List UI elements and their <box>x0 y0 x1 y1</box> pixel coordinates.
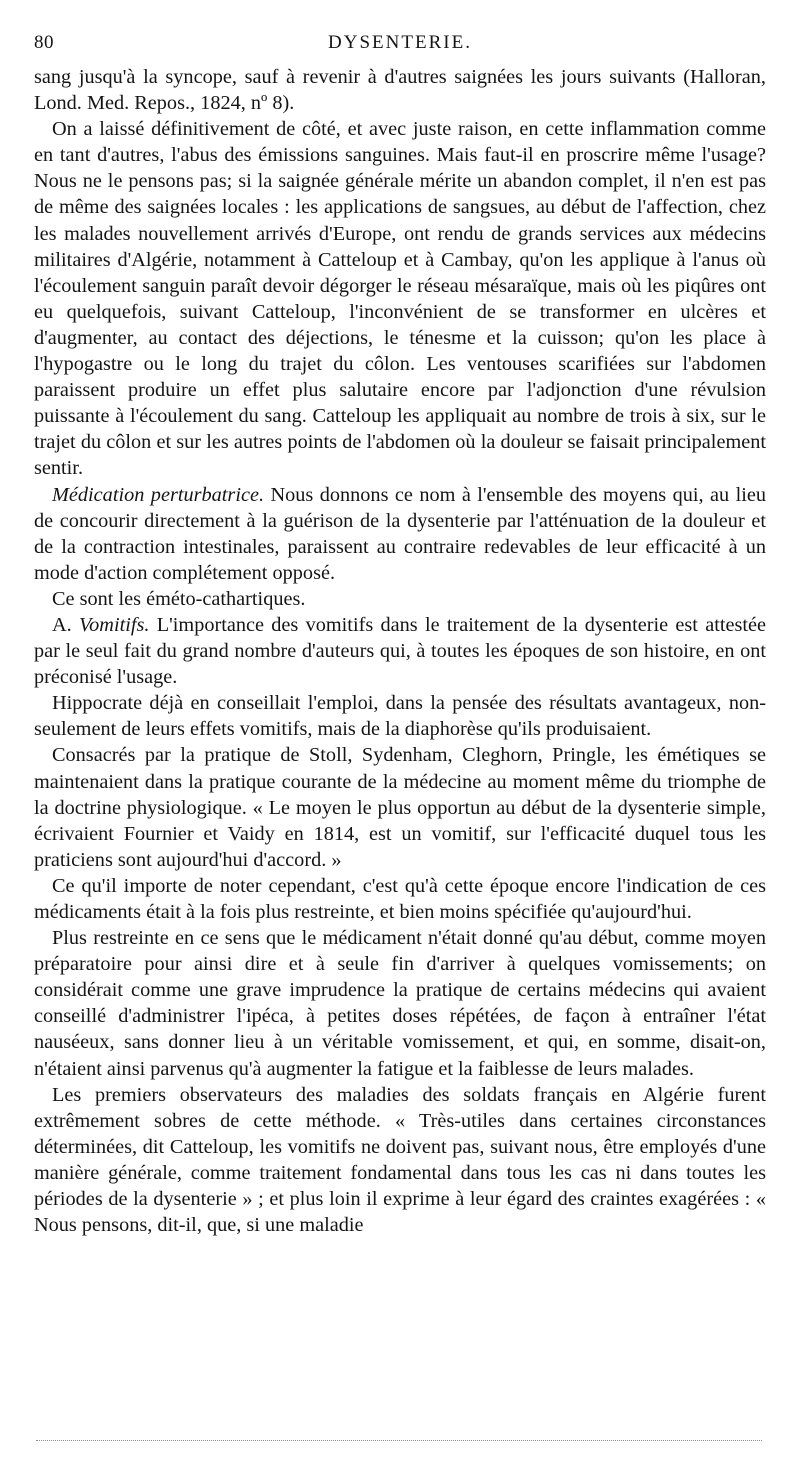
paragraph <box>34 1082 766 1239</box>
running-title: DYSENTERIE. <box>328 32 472 53</box>
paragraph-text: L'importance des vomitifs dans le traitement de la dysenterie est attestée par le seul fait du grand nombre d'auteurs qui, à toutes les époques de son histoire, en ont préconisé l'usage. <box>34 613 766 689</box>
paragraph <box>34 586 766 612</box>
page-header <box>34 28 766 64</box>
paragraph-text: Ce sont les éméto-cathartiques. <box>52 587 306 610</box>
paragraph-text: sang jusqu'à la syncope, sauf à revenir à d'autres saignées les jours suivants (Halloran, Lond. Med. Repos., 1824, nº 8). <box>34 66 766 115</box>
paragraph <box>34 482 766 586</box>
paragraph <box>34 116 766 481</box>
paragraph-text: Consacrés par la pratique de Stoll, Sydenham, Cleghorn, Pringle, les émétiques se maintenaient dans la pratique courante de la médecine au moment même du triomphe de la doctrine physiologique. « Le moyen le plus opportun au début de la dysenterie simple, écrivaient Fournier et Vaidy en 1814, est un vomitif, sur l'efficacité duquel tous les praticiens sont aujourd'hui d'accord. » <box>34 744 766 871</box>
paragraph-text: Plus restreinte en ce sens que le médicament n'était donné qu'au début, comme moyen préparatoire pour ainsi dire et à seule fin d'arriver à quelques vomissements; on considérait comme une grave imprudence la pratique de certains médecins qui avaient conseillé d'administrer l'ipéca, à petites doses répétées, de façon à entraîner l'état nauséeux, sans donner lieu à un véritable vomissement, et qui, en somme, disait-on, n'étaient ainsi parvenus qu'à augmenter la fatigue et la faiblesse de leurs malades. <box>34 927 766 1080</box>
paragraph <box>34 64 766 116</box>
paragraph <box>34 925 766 1082</box>
paragraph-text: Nous donnons ce nom à l'ensemble des moyens qui, au lieu de concourir directement à la guérison de la dysenterie par l'atténuation de la douleur et de la contraction intestinales, paraissent au contraire redevables de leur efficacité à un mode d'action complétement opposé. <box>34 483 766 584</box>
paragraph-text: Les premiers observateurs des maladies des soldats français en Algérie furent extrêmement sobres de cette méthode. « Très-utiles dans certaines circonstances déterminées, dit Catteloup, les vomitifs ne doivent pas, suivant nous, être employés d'une manière générale, comme traitement fondamental dans tous les cas ni dans toutes les périodes de la dysenterie » ; et plus loin il exprime à leur égard des craintes exagérées : « Nous pensons, dit-il, que, si une maladie <box>34 1083 766 1237</box>
section-prefix: A. <box>52 613 80 636</box>
document-page <box>34 28 766 1238</box>
paragraph-text: Hippocrate déjà en conseillait l'emploi, dans la pensée des résultats avantageux, non-seulement de leurs effets vomitifs, mais de la diaphorèse qu'ils produisaient. <box>34 692 766 741</box>
paragraph-text: Ce qu'il importe de noter cependant, c'est qu'à cette époque encore l'indication de ces médicaments était à la fois plus restreinte, et bien moins spécifiée qu'aujourd'hui. <box>34 874 766 923</box>
footer-rule <box>36 1440 762 1441</box>
paragraph-text: On a laissé définitivement de côté, et avec juste raison, en cette inflammation comme en tant d'autres, l'abus des émissions sanguines. Mais faut-il en proscrire même l'usage? Nous ne le pensons pas; si la saignée générale mérite un abandon complet, il n'en est pas de même des saignées locales : les applications de sangsues, au début de l'affection, chez les malades nouvellement arrivés d'Europe, ont rendu de grands services aux médecins militaires d'Algérie, notamment à Catteloup et à Cambay, qu'on les applique à l'anus où l'écoulement sanguin paraît devoir dégorger le réseau mésaraïque, mais où les piqûres ont eu quelquefois, suivant Catteloup, l'inconvénient de se transformer en ulcères et d'augmenter, au contact des déjections, le ténesme et la cuisson; qu'on les place à l'hypogastre ou le long du trajet du côlon. Les ventouses scarifiées sur l'abdomen paraissent produire un effet plus salutaire encore par l'adjonction d'une révulsion puissante à l'écoulement du sang. Catteloup les appliquait au nombre de trois à six, sur le trajet du côlon et sur les autres points de l'abdomen où la douleur se faisait principalement sentir. <box>34 118 766 480</box>
paragraph <box>34 690 766 742</box>
section-lead: Vomitifs. <box>79 613 150 636</box>
page-number: 80 <box>34 32 54 53</box>
paragraph <box>34 742 766 872</box>
paragraph <box>34 612 766 690</box>
section-lead: Médication perturbatrice. <box>52 483 265 506</box>
body-text <box>34 64 766 1238</box>
paragraph <box>34 873 766 925</box>
